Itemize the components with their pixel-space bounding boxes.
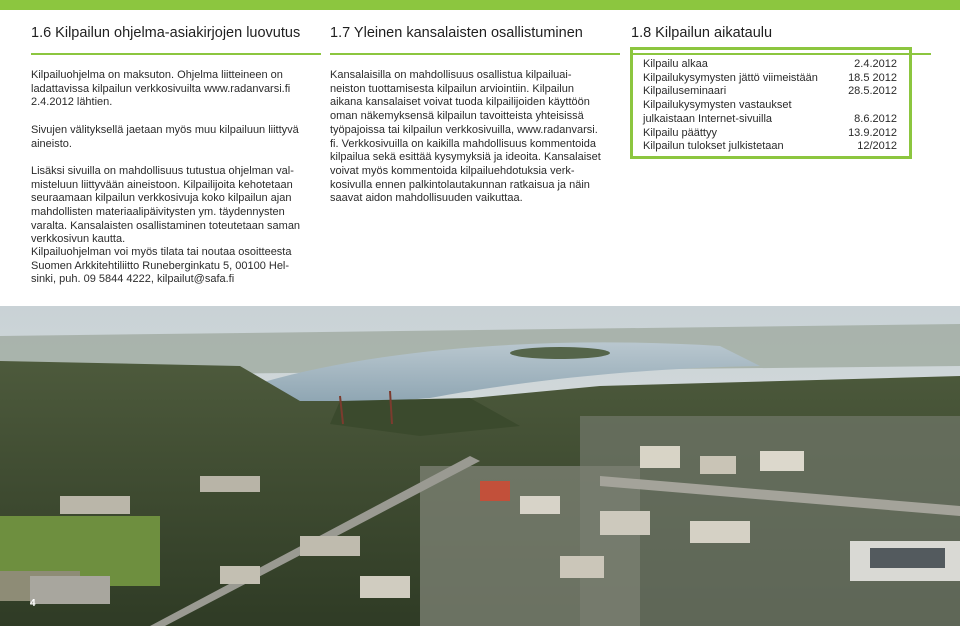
schedule-date: 2.4.2012 bbox=[854, 58, 897, 70]
schedule-date: 18.5 2012 bbox=[848, 71, 897, 84]
schedule-row bbox=[643, 72, 897, 86]
text-line: saavat aidon mahdollisuuden vaikuttaa. bbox=[330, 192, 523, 205]
section-1-6-body bbox=[31, 69, 321, 247]
text-line: työpajoissa tai kilpailun verkkosivuilla, www.radanvarsi. bbox=[330, 123, 598, 136]
schedule-label: Kilpailukysymysten vastaukset bbox=[643, 99, 792, 112]
text-line: sinki, puh. 09 5844 4222, kilpailut@safa.fi bbox=[31, 273, 235, 286]
text-line: mahdollisten materiaalipäivitysten ym. täydennysten bbox=[31, 206, 285, 218]
page-number: 4 bbox=[30, 598, 36, 609]
schedule-row bbox=[643, 113, 897, 127]
paragraph-updates bbox=[31, 165, 321, 247]
schedule-row bbox=[643, 127, 897, 141]
section-1-6 bbox=[31, 10, 321, 247]
schedule-label: Kilpailukysymysten jättö viimeistään bbox=[643, 71, 818, 84]
schedule-row bbox=[643, 99, 897, 113]
text-line: Sivujen välityksellä jaetaan myös muu kilpailuun liittyvä bbox=[31, 123, 299, 136]
text-line: misteluun liittyvään aineistoon. Kilpailijoita kehotetaan bbox=[31, 178, 293, 191]
section-1-7-title: 1.7 Yleinen kansalaisten osallistuminen bbox=[330, 10, 620, 55]
schedule-date: 13.9.2012 bbox=[848, 126, 897, 139]
section-1-8-title: 1.8 Kilpailun aikataulu bbox=[631, 10, 931, 55]
schedule-box bbox=[630, 47, 912, 159]
section-1-6-title: 1.6 Kilpailun ohjelma-asiakirjojen luovutus bbox=[31, 10, 321, 55]
text-line: neiston tuottamisesta kilpailun arviointiin. Kilpailun bbox=[330, 82, 574, 95]
text-line: fi. Verkkosivuilla on kaikilla mahdollisuus kommentoida bbox=[330, 137, 596, 150]
paragraph-availability bbox=[31, 69, 321, 110]
schedule-date: 28.5.2012 bbox=[848, 85, 897, 98]
schedule-label: julkaistaan Internet-sivuilla bbox=[643, 112, 773, 125]
section-1-7 bbox=[330, 10, 620, 206]
text-line: aikana kansalaiset voivat tuoda kilpailijoiden käyttöön bbox=[330, 96, 590, 109]
text-line: aineisto. bbox=[31, 137, 72, 150]
paragraph-distribution bbox=[31, 124, 321, 151]
schedule-label: Kilpailu alkaa bbox=[643, 58, 708, 70]
text-line: oman näkemyksensä kilpailun tavoitteista yhteisissä bbox=[330, 110, 584, 123]
schedule-label: Kilpailu päättyy bbox=[643, 126, 717, 139]
text-line: Kansalaisilla on mahdollisuus osallistua kilpailuai- bbox=[330, 69, 572, 81]
aerial-photo-illustration bbox=[0, 306, 960, 626]
text-line: varalta. Kansalaisten osallistaminen toteutetaan saman bbox=[31, 219, 301, 232]
schedule-label: Kilpailuseminaari bbox=[643, 85, 727, 98]
schedule-row bbox=[643, 140, 897, 154]
schedule-row bbox=[643, 85, 897, 99]
section-1-7-body bbox=[330, 69, 620, 206]
text-line: Kilpailuohjelman voi myös tilata tai noutaa osoitteesta bbox=[31, 246, 292, 258]
paragraph-order-contact bbox=[31, 246, 321, 287]
text-line: 2.4.2012 lähtien. bbox=[31, 96, 113, 109]
text-line: ladattavissa kilpailun verkkosivuilta www.radanvarsi.fi bbox=[31, 82, 291, 95]
text-line: seuraamaan kilpailun verkkosivuja koko kilpailun ajan bbox=[31, 192, 292, 205]
text-line: Kilpailuohjelma on maksuton. Ohjelma liitteineen on bbox=[31, 69, 283, 81]
schedule-date: 8.6.2012 bbox=[854, 112, 897, 125]
text-line: Lisäksi sivuilla on mahdollisuus tutustua ohjelman val- bbox=[31, 164, 294, 177]
text-line: verkkosivun kautta. bbox=[31, 233, 126, 246]
schedule-row bbox=[643, 58, 897, 72]
text-line: kosivulla ennen palkintolautakunnan ratkaisua ja näin bbox=[330, 178, 590, 191]
schedule-date: 12/2012 bbox=[857, 140, 897, 153]
top-accent-bar bbox=[0, 0, 960, 10]
text-line: voivat myös kommentoida kilpailuehdotuksia verk- bbox=[330, 164, 575, 177]
schedule-label: Kilpailun tulokset julkistetaan bbox=[643, 140, 784, 153]
text-line: Suomen Arkkitehtiliitto Runeberginkatu 5, 00100 Hel- bbox=[31, 259, 290, 272]
text-line: kilpailua sekä esittää kysymyksiä ja ideoita. Kansalaiset bbox=[330, 151, 601, 164]
aerial-city-photo bbox=[0, 306, 960, 626]
